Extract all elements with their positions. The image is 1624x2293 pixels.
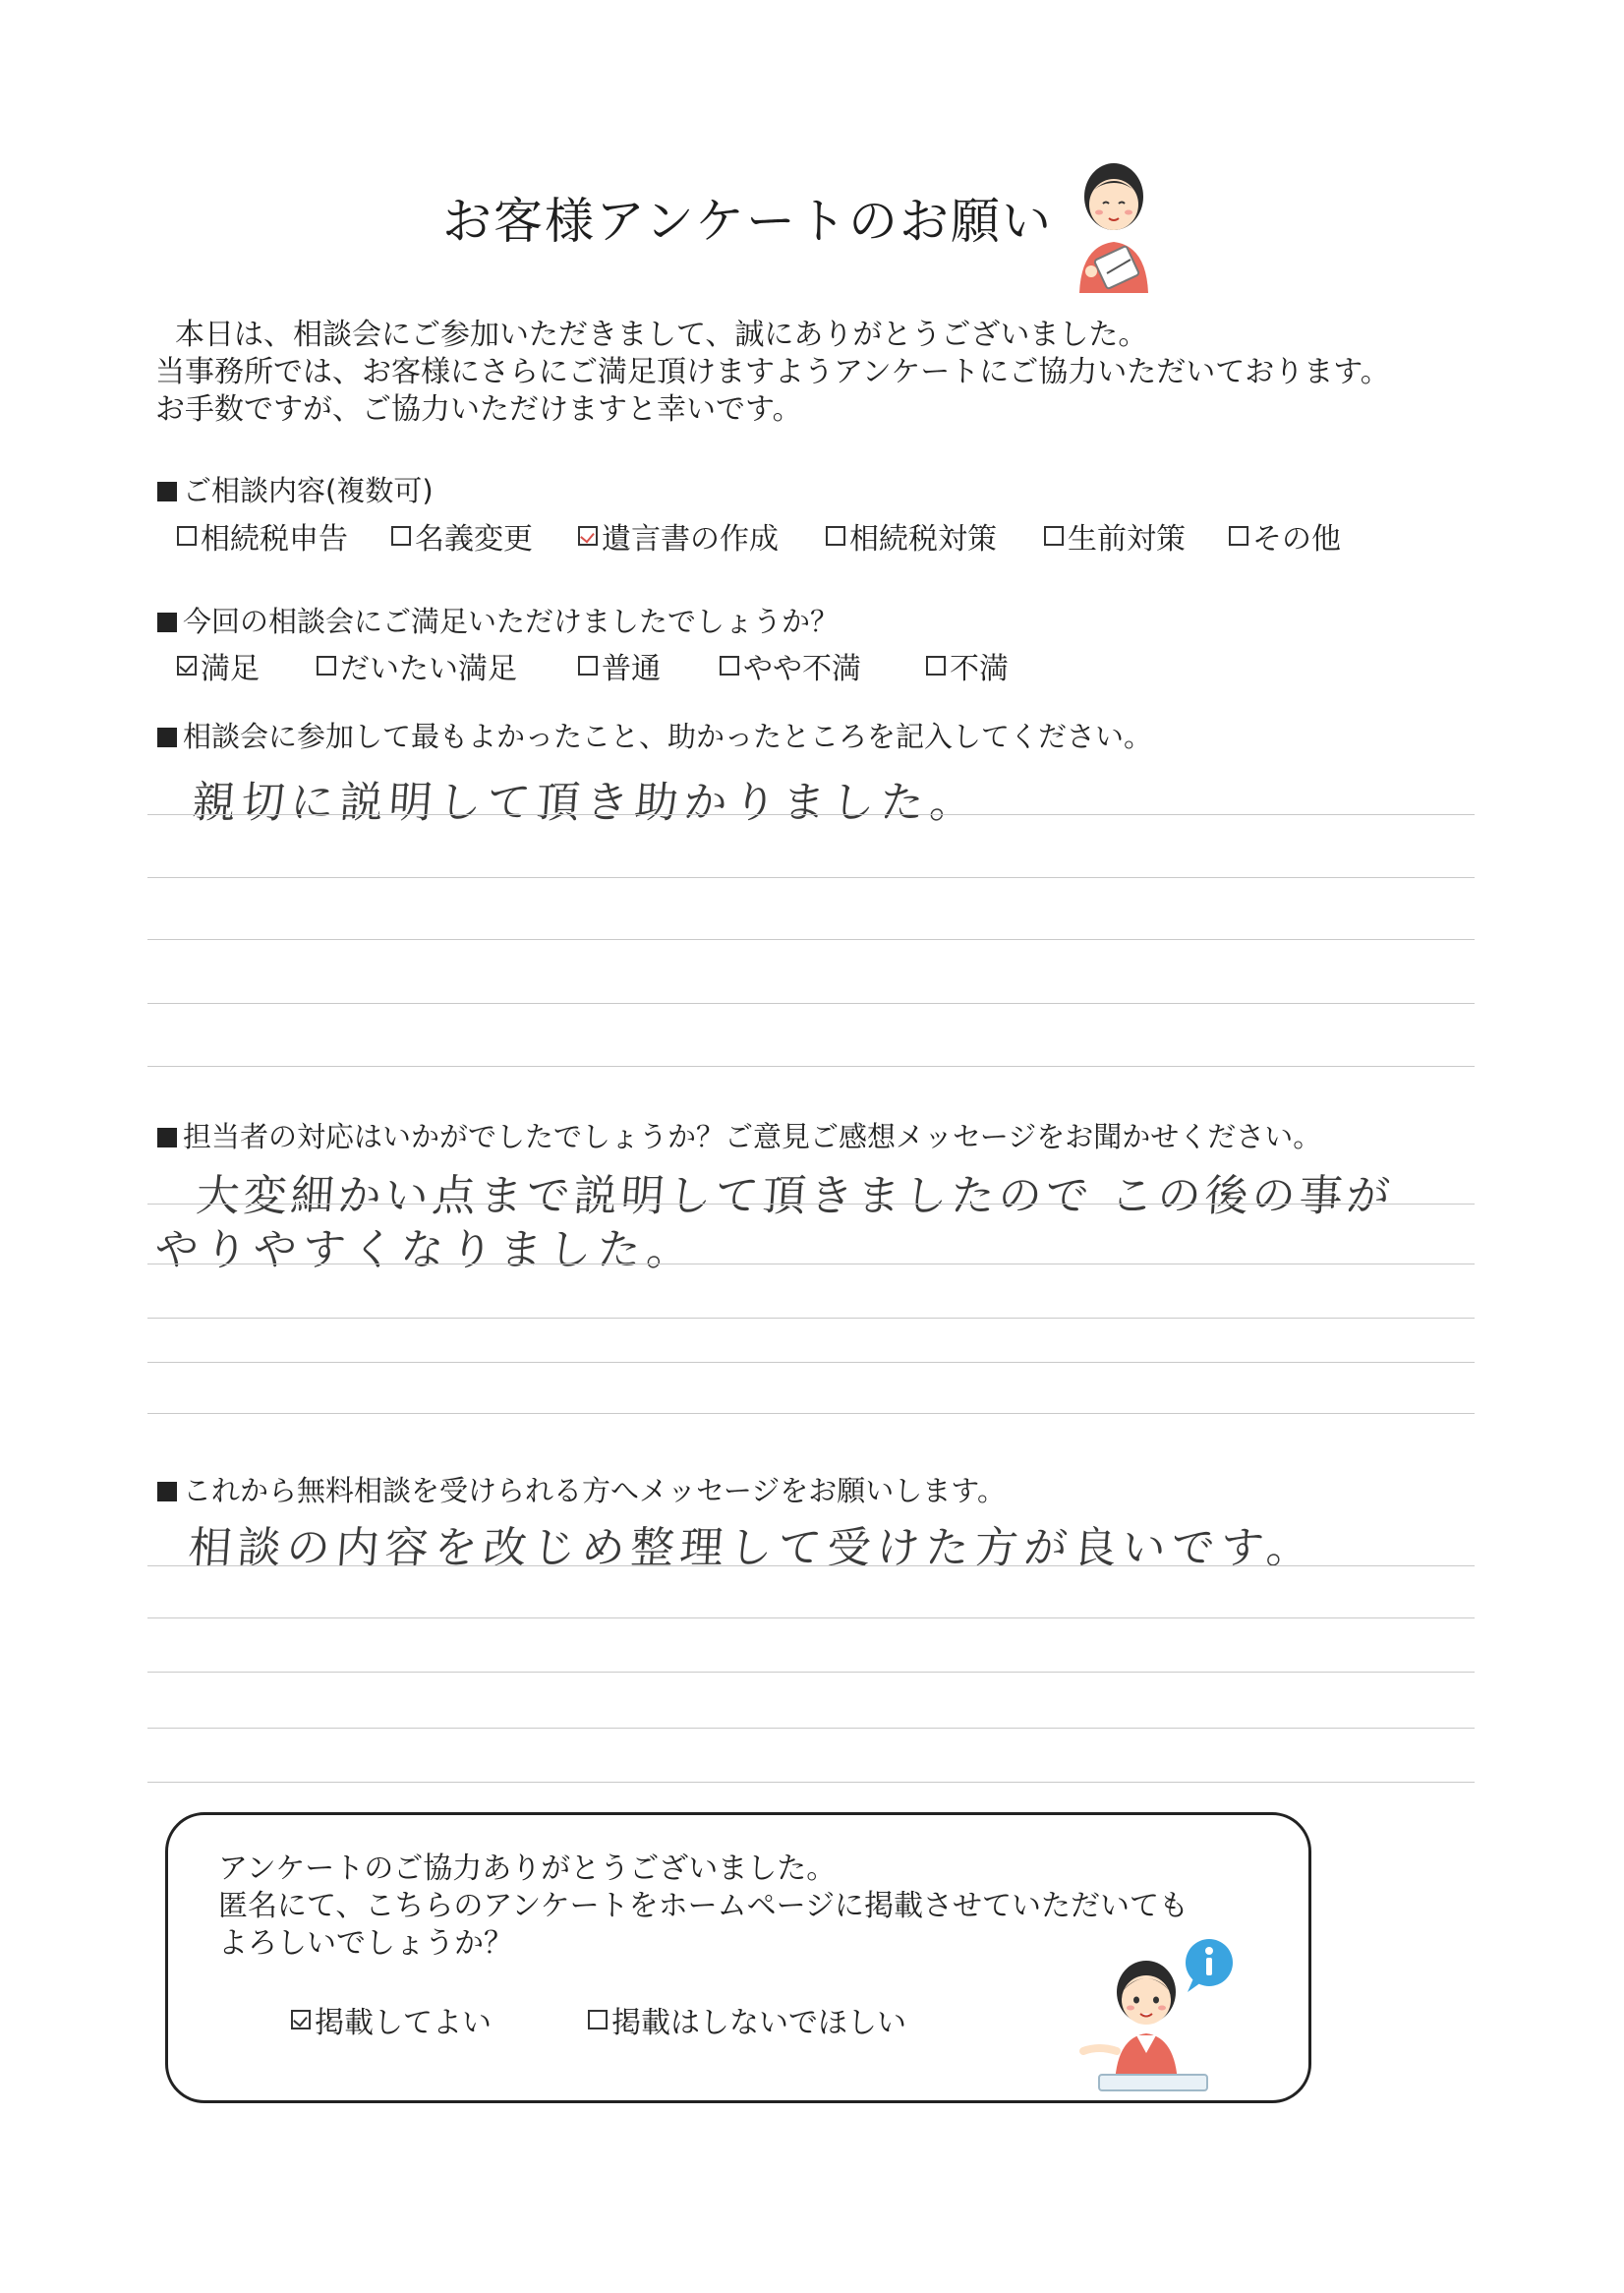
answer-line <box>147 1362 1475 1363</box>
checkbox-icon[interactable] <box>391 526 411 546</box>
answer-line <box>147 877 1475 878</box>
answer-line <box>147 1782 1475 1783</box>
footer-line: アンケートのご協力ありがとうございました。 <box>218 1852 837 1886</box>
checkbox-checked-icon[interactable] <box>578 526 598 546</box>
q1-option-other[interactable]: その他 <box>1229 514 1341 558</box>
q3-heading: 相談会に参加して最もよかったこと、助かったところを記入してください。 <box>157 715 1152 755</box>
intro-line: お手数ですが、ご協力いただけますと幸いです。 <box>155 392 802 427</box>
answer-line <box>147 814 1475 815</box>
footer-line: 匿名にて、こちらのアンケートをホームページに掲載させていただいても <box>218 1889 1189 1923</box>
checkbox-checked-icon[interactable] <box>291 2010 311 2029</box>
checkbox-icon[interactable] <box>317 656 336 676</box>
answer-line <box>147 1318 1475 1319</box>
square-bullet-icon <box>157 1482 177 1501</box>
answer-line <box>147 1728 1475 1729</box>
q5-heading: これから無料相談を受けられる方へメッセージをお願いします。 <box>157 1469 1006 1509</box>
consent-option-yes[interactable]: 掲載してよい <box>291 1998 492 2041</box>
checkbox-icon[interactable] <box>588 2010 608 2029</box>
answer-line <box>147 1672 1475 1673</box>
answer-line <box>147 1204 1475 1205</box>
checkbox-icon[interactable] <box>1229 526 1248 546</box>
q1-option-will-drafting[interactable]: 遺言書の作成 <box>578 514 779 558</box>
page-title: お客様アンケートのお願い <box>442 193 1053 250</box>
answer-line <box>147 939 1475 940</box>
checkbox-icon[interactable] <box>1044 526 1064 546</box>
q1-option-inheritance-tax-planning[interactable]: 相続税対策 <box>826 514 997 558</box>
q4-heading: 担当者の対応はいかがでしたでしょうか？ご意見ご感想メッセージをお聞かせください。 <box>157 1115 1321 1155</box>
checkbox-icon[interactable] <box>826 526 845 546</box>
q2-option-satisfied[interactable]: 満足 <box>177 644 260 687</box>
checkbox-checked-icon[interactable] <box>177 656 197 676</box>
checkbox-icon[interactable] <box>926 656 946 676</box>
woman-with-clipboard-icon <box>1060 155 1168 301</box>
q2-option-neutral[interactable]: 普通 <box>578 644 661 687</box>
consent-option-no[interactable]: 掲載はしないでほしい <box>588 1998 906 2041</box>
receptionist-info-icon <box>1070 1927 1237 2099</box>
q2-option-mostly-satisfied[interactable]: だいたい満足 <box>317 644 517 687</box>
answer-line <box>147 1003 1475 1004</box>
checkbox-icon[interactable] <box>578 656 598 676</box>
footer-line: よろしいでしょうか？ <box>218 1926 513 1961</box>
answer-line <box>147 1413 1475 1414</box>
footer-text <box>218 1851 1189 1963</box>
answer-line <box>147 1617 1475 1618</box>
q2-option-dissatisfied[interactable]: 不満 <box>926 644 1009 687</box>
q4-answer-line-1[interactable]: 大変細かい点まで説明して頂きましたので この後の事が <box>194 1171 1396 1221</box>
q4-answer-line-2[interactable]: やりやすくなりました。 <box>152 1225 698 1275</box>
answer-line <box>147 1565 1475 1566</box>
q2-heading: 今回の相談会にご満足いただけましたでしょうか？ <box>157 600 839 640</box>
q2-option-somewhat-dissatisfied[interactable]: やや不満 <box>720 644 861 687</box>
intro-text <box>155 317 1390 429</box>
q1-heading: ご相談内容(複数可) <box>157 469 434 509</box>
q3-answer[interactable]: 親切に説明して頂き助かりました。 <box>190 778 981 828</box>
q1-option-inheritance-tax-return[interactable]: 相続税申告 <box>177 514 348 558</box>
checkbox-icon[interactable] <box>177 526 197 546</box>
intro-line: 当事務所では、お客様にさらにご満足頂けますようアンケートにご協力いただいております。 <box>155 355 1390 389</box>
intro-line: 本日は、相談会にご参加いただきまして、誠にありがとうございました。 <box>175 318 1148 352</box>
square-bullet-icon <box>157 1128 177 1147</box>
q1-option-title-transfer[interactable]: 名義変更 <box>391 514 533 558</box>
answer-line <box>147 1066 1475 1067</box>
checkbox-icon[interactable] <box>720 656 739 676</box>
square-bullet-icon <box>157 613 177 632</box>
q5-answer[interactable]: 相談の内容を改じめ整理して受けた方が良いです。 <box>186 1523 1317 1573</box>
square-bullet-icon <box>157 482 177 501</box>
square-bullet-icon <box>157 728 177 747</box>
q1-option-pre-death-planning[interactable]: 生前対策 <box>1044 514 1186 558</box>
